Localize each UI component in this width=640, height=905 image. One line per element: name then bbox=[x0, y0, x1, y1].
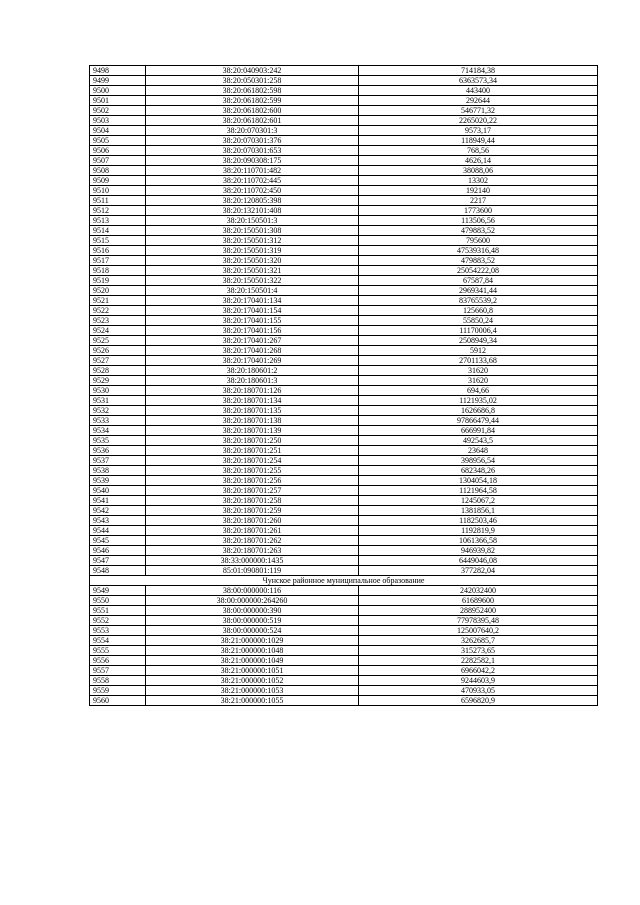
row-number: 9506 bbox=[90, 146, 146, 156]
table-row bbox=[90, 646, 598, 656]
cadastral-number: 38:20:180601:3 bbox=[146, 376, 359, 386]
cadastral-value: 946939,82 bbox=[359, 546, 598, 556]
row-number: 9559 bbox=[90, 686, 146, 696]
cadastral-number: 38:20:061802:599 bbox=[146, 96, 359, 106]
row-number: 9509 bbox=[90, 176, 146, 186]
cadastral-number: 38:00:000000:264260 bbox=[146, 596, 359, 606]
cadastral-number: 38:00:000000:519 bbox=[146, 616, 359, 626]
cadastral-number: 38:20:170401:155 bbox=[146, 316, 359, 326]
cadastral-value: 3262685,7 bbox=[359, 636, 598, 646]
cadastral-number: 38:20:180701:259 bbox=[146, 506, 359, 516]
cadastral-number: 38:33:000000:1435 bbox=[146, 556, 359, 566]
cadastral-number: 38:20:061802:598 bbox=[146, 86, 359, 96]
row-number: 9533 bbox=[90, 416, 146, 426]
cadastral-number: 38:20:110702:450 bbox=[146, 186, 359, 196]
data-table bbox=[89, 65, 598, 706]
cadastral-value: 23648 bbox=[359, 446, 598, 456]
table-row bbox=[90, 66, 598, 76]
row-number: 9529 bbox=[90, 376, 146, 386]
row-number: 9516 bbox=[90, 246, 146, 256]
table-row bbox=[90, 226, 598, 236]
table-row bbox=[90, 696, 598, 706]
row-number: 9537 bbox=[90, 456, 146, 466]
cadastral-value: 292644 bbox=[359, 96, 598, 106]
cadastral-number: 38:20:180701:135 bbox=[146, 406, 359, 416]
cadastral-number: 38:20:120805:398 bbox=[146, 196, 359, 206]
table-row bbox=[90, 296, 598, 306]
cadastral-value: 1121964,58 bbox=[359, 486, 598, 496]
cadastral-number: 38:20:180701:254 bbox=[146, 456, 359, 466]
table-row bbox=[90, 126, 598, 136]
table-row bbox=[90, 396, 598, 406]
cadastral-value: 192140 bbox=[359, 186, 598, 196]
cadastral-value: 2969341,44 bbox=[359, 286, 598, 296]
table-body bbox=[90, 66, 598, 706]
row-number: 9519 bbox=[90, 276, 146, 286]
cadastral-number: 38:20:180701:258 bbox=[146, 496, 359, 506]
cadastral-value: 47539316,48 bbox=[359, 246, 598, 256]
table-row bbox=[90, 466, 598, 476]
table-row bbox=[90, 86, 598, 96]
cadastral-number: 38:20:110701:482 bbox=[146, 166, 359, 176]
cadastral-value: 118949,44 bbox=[359, 136, 598, 146]
cadastral-value: 61689600 bbox=[359, 596, 598, 606]
cadastral-number: 38:20:070301:653 bbox=[146, 146, 359, 156]
cadastral-value: 67587,84 bbox=[359, 276, 598, 286]
table-row bbox=[90, 76, 598, 86]
cadastral-value: 694,66 bbox=[359, 386, 598, 396]
table-row bbox=[90, 256, 598, 266]
section-title: Чунское районное муниципальное образование bbox=[90, 576, 598, 586]
table-row bbox=[90, 456, 598, 466]
cadastral-value: 25054222,08 bbox=[359, 266, 598, 276]
table-row bbox=[90, 236, 598, 246]
row-number: 9503 bbox=[90, 116, 146, 126]
cadastral-value: 9573,17 bbox=[359, 126, 598, 136]
row-number: 9546 bbox=[90, 546, 146, 556]
row-number: 9532 bbox=[90, 406, 146, 416]
row-number: 9501 bbox=[90, 96, 146, 106]
row-number: 9551 bbox=[90, 606, 146, 616]
cadastral-value: 31620 bbox=[359, 376, 598, 386]
cadastral-value: 682348,26 bbox=[359, 466, 598, 476]
row-number: 9511 bbox=[90, 196, 146, 206]
cadastral-number: 38:21:000000:1055 bbox=[146, 696, 359, 706]
table-row bbox=[90, 346, 598, 356]
table-row bbox=[90, 436, 598, 446]
row-number: 9500 bbox=[90, 86, 146, 96]
cadastral-number: 38:21:000000:1029 bbox=[146, 636, 359, 646]
table-row bbox=[90, 596, 598, 606]
cadastral-value: 666991,84 bbox=[359, 426, 598, 436]
table-row bbox=[90, 356, 598, 366]
row-number: 9505 bbox=[90, 136, 146, 146]
row-number: 9558 bbox=[90, 676, 146, 686]
row-number: 9554 bbox=[90, 636, 146, 646]
table-row bbox=[90, 196, 598, 206]
table-row bbox=[90, 136, 598, 146]
cadastral-number: 38:00:000000:116 bbox=[146, 586, 359, 596]
cadastral-number: 38:20:180701:261 bbox=[146, 526, 359, 536]
cadastral-number: 38:20:150501:4 bbox=[146, 286, 359, 296]
cadastral-value: 768,56 bbox=[359, 146, 598, 156]
table-row bbox=[90, 156, 598, 166]
table-row bbox=[90, 166, 598, 176]
cadastral-value: 31620 bbox=[359, 366, 598, 376]
row-number: 9523 bbox=[90, 316, 146, 326]
cadastral-value: 2265020,22 bbox=[359, 116, 598, 126]
cadastral-number: 38:20:150501:322 bbox=[146, 276, 359, 286]
row-number: 9531 bbox=[90, 396, 146, 406]
cadastral-value: 1773600 bbox=[359, 206, 598, 216]
cadastral-number: 38:20:180701:260 bbox=[146, 516, 359, 526]
table-row bbox=[90, 96, 598, 106]
row-number: 9549 bbox=[90, 586, 146, 596]
cadastral-number: 38:21:000000:1051 bbox=[146, 666, 359, 676]
row-number: 9547 bbox=[90, 556, 146, 566]
row-number: 9528 bbox=[90, 366, 146, 376]
table-row bbox=[90, 566, 598, 576]
cadastral-number: 38:20:110702:445 bbox=[146, 176, 359, 186]
row-number: 9540 bbox=[90, 486, 146, 496]
table-row bbox=[90, 666, 598, 676]
cadastral-value: 479883,52 bbox=[359, 256, 598, 266]
cadastral-number: 38:20:180601:2 bbox=[146, 366, 359, 376]
row-number: 9510 bbox=[90, 186, 146, 196]
cadastral-value: 492543,5 bbox=[359, 436, 598, 446]
cadastral-value: 377282,04 bbox=[359, 566, 598, 576]
table-row bbox=[90, 366, 598, 376]
cadastral-number: 38:20:180701:134 bbox=[146, 396, 359, 406]
row-number: 9522 bbox=[90, 306, 146, 316]
row-number: 9502 bbox=[90, 106, 146, 116]
cadastral-value: 1121935,02 bbox=[359, 396, 598, 406]
cadastral-value: 9244603,9 bbox=[359, 676, 598, 686]
table-row bbox=[90, 496, 598, 506]
table-row bbox=[90, 286, 598, 296]
cadastral-number: 38:20:050301:258 bbox=[146, 76, 359, 86]
table-row bbox=[90, 506, 598, 516]
cadastral-number: 38:21:000000:1053 bbox=[146, 686, 359, 696]
table-row bbox=[90, 606, 598, 616]
row-number: 9521 bbox=[90, 296, 146, 306]
cadastral-value: 4626,14 bbox=[359, 156, 598, 166]
table-row bbox=[90, 516, 598, 526]
cadastral-number: 38:20:070301:3 bbox=[146, 126, 359, 136]
table-row bbox=[90, 216, 598, 226]
cadastral-number: 38:20:180701:263 bbox=[146, 546, 359, 556]
row-number: 9527 bbox=[90, 356, 146, 366]
row-number: 9535 bbox=[90, 436, 146, 446]
cadastral-number: 38:20:150501:312 bbox=[146, 236, 359, 246]
cadastral-value: 1626686,8 bbox=[359, 406, 598, 416]
row-number: 9543 bbox=[90, 516, 146, 526]
table-row bbox=[90, 536, 598, 546]
cadastral-value: 2217 bbox=[359, 196, 598, 206]
cadastral-number: 38:20:180701:126 bbox=[146, 386, 359, 396]
table-row bbox=[90, 626, 598, 636]
table-row bbox=[90, 386, 598, 396]
row-number: 9498 bbox=[90, 66, 146, 76]
row-number: 9518 bbox=[90, 266, 146, 276]
table-row bbox=[90, 686, 598, 696]
row-number: 9512 bbox=[90, 206, 146, 216]
table-row bbox=[90, 276, 598, 286]
cadastral-number: 38:20:170401:269 bbox=[146, 356, 359, 366]
cadastral-number: 38:21:000000:1048 bbox=[146, 646, 359, 656]
table-row bbox=[90, 336, 598, 346]
row-number: 9513 bbox=[90, 216, 146, 226]
table-row bbox=[90, 306, 598, 316]
row-number: 9517 bbox=[90, 256, 146, 266]
row-number: 9515 bbox=[90, 236, 146, 246]
cadastral-number: 38:20:040903:242 bbox=[146, 66, 359, 76]
row-number: 9539 bbox=[90, 476, 146, 486]
cadastral-value: 125660,8 bbox=[359, 306, 598, 316]
row-number: 9525 bbox=[90, 336, 146, 346]
cadastral-number: 38:20:150501:319 bbox=[146, 246, 359, 256]
table-row bbox=[90, 176, 598, 186]
cadastral-number: 38:20:180701:257 bbox=[146, 486, 359, 496]
cadastral-number: 38:21:000000:1049 bbox=[146, 656, 359, 666]
row-number: 9514 bbox=[90, 226, 146, 236]
cadastral-number: 38:20:061802:601 bbox=[146, 116, 359, 126]
cadastral-value: 113506,56 bbox=[359, 216, 598, 226]
row-number: 9555 bbox=[90, 646, 146, 656]
cadastral-number: 38:20:180701:256 bbox=[146, 476, 359, 486]
row-number: 9552 bbox=[90, 616, 146, 626]
cadastral-value: 546771,32 bbox=[359, 106, 598, 116]
cadastral-number: 38:20:061802:600 bbox=[146, 106, 359, 116]
cadastral-number: 38:20:150501:321 bbox=[146, 266, 359, 276]
table-row bbox=[90, 206, 598, 216]
row-number: 9536 bbox=[90, 446, 146, 456]
cadastral-value: 97866479,44 bbox=[359, 416, 598, 426]
cadastral-number: 38:20:070301:376 bbox=[146, 136, 359, 146]
cadastral-number: 38:20:170401:134 bbox=[146, 296, 359, 306]
row-number: 9550 bbox=[90, 596, 146, 606]
cadastral-value: 1245067,2 bbox=[359, 496, 598, 506]
table-row bbox=[90, 636, 598, 646]
table-row bbox=[90, 446, 598, 456]
table-row bbox=[90, 616, 598, 626]
cadastral-value: 2508949,34 bbox=[359, 336, 598, 346]
cadastral-value: 6596820,9 bbox=[359, 696, 598, 706]
cadastral-value: 5912 bbox=[359, 346, 598, 356]
cadastral-number: 38:20:170401:156 bbox=[146, 326, 359, 336]
cadastral-value: 2282582,1 bbox=[359, 656, 598, 666]
cadastral-number: 38:20:180701:139 bbox=[146, 426, 359, 436]
table-row bbox=[90, 476, 598, 486]
cadastral-number: 38:20:180701:262 bbox=[146, 536, 359, 546]
table-row bbox=[90, 526, 598, 536]
row-number: 9534 bbox=[90, 426, 146, 436]
cadastral-number: 38:20:150501:320 bbox=[146, 256, 359, 266]
table-row bbox=[90, 656, 598, 666]
row-number: 9556 bbox=[90, 656, 146, 666]
cadastral-number: 38:20:170401:154 bbox=[146, 306, 359, 316]
cadastral-value: 13302 bbox=[359, 176, 598, 186]
cadastral-number: 38:20:180701:138 bbox=[146, 416, 359, 426]
row-number: 9499 bbox=[90, 76, 146, 86]
table-row bbox=[90, 486, 598, 496]
table-row bbox=[90, 416, 598, 426]
cadastral-number: 38:20:150501:3 bbox=[146, 216, 359, 226]
table-row bbox=[90, 676, 598, 686]
cadastral-number: 38:00:000000:390 bbox=[146, 606, 359, 616]
table-row bbox=[90, 186, 598, 196]
cadastral-value: 315273,65 bbox=[359, 646, 598, 656]
cadastral-value: 242032400 bbox=[359, 586, 598, 596]
cadastral-value: 125007640,2 bbox=[359, 626, 598, 636]
cadastral-number: 38:20:132101:408 bbox=[146, 206, 359, 216]
table-row bbox=[90, 146, 598, 156]
cadastral-value: 77978395,48 bbox=[359, 616, 598, 626]
row-number: 9553 bbox=[90, 626, 146, 636]
row-number: 9544 bbox=[90, 526, 146, 536]
row-number: 9545 bbox=[90, 536, 146, 546]
cadastral-value: 470933,05 bbox=[359, 686, 598, 696]
cadastral-value: 83765539,2 bbox=[359, 296, 598, 306]
cadastral-value: 6363573,34 bbox=[359, 76, 598, 86]
cadastral-value: 714184,38 bbox=[359, 66, 598, 76]
row-number: 9557 bbox=[90, 666, 146, 676]
table-row bbox=[90, 316, 598, 326]
row-number: 9507 bbox=[90, 156, 146, 166]
table-row bbox=[90, 106, 598, 116]
cadastral-value: 2701133,68 bbox=[359, 356, 598, 366]
table-row bbox=[90, 376, 598, 386]
cadastral-value: 6966042,2 bbox=[359, 666, 598, 676]
table-row bbox=[90, 586, 598, 596]
table-row bbox=[90, 266, 598, 276]
table-row bbox=[90, 246, 598, 256]
cadastral-number: 38:20:180701:250 bbox=[146, 436, 359, 446]
cadastral-value: 398956,54 bbox=[359, 456, 598, 466]
cadastral-value: 288952400 bbox=[359, 606, 598, 616]
cadastral-number: 38:21:000000:1052 bbox=[146, 676, 359, 686]
table-row bbox=[90, 406, 598, 416]
row-number: 9560 bbox=[90, 696, 146, 706]
table-row bbox=[90, 116, 598, 126]
row-number: 9524 bbox=[90, 326, 146, 336]
cadastral-value: 1192819,9 bbox=[359, 526, 598, 536]
table-row bbox=[90, 326, 598, 336]
cadastral-value: 11170006,4 bbox=[359, 326, 598, 336]
cadastral-number: 38:20:150501:308 bbox=[146, 226, 359, 236]
cadastral-value: 1304054,18 bbox=[359, 476, 598, 486]
row-number: 9508 bbox=[90, 166, 146, 176]
cadastral-number: 85:01:090801:119 bbox=[146, 566, 359, 576]
table-row bbox=[90, 426, 598, 436]
cadastral-value: 38088,06 bbox=[359, 166, 598, 176]
cadastral-number: 38:20:180701:251 bbox=[146, 446, 359, 456]
cadastral-value: 795600 bbox=[359, 236, 598, 246]
cadastral-number: 38:20:090308:175 bbox=[146, 156, 359, 166]
section-header-row bbox=[90, 576, 598, 586]
cadastral-value: 443400 bbox=[359, 86, 598, 96]
cadastral-value: 479883,52 bbox=[359, 226, 598, 236]
cadastral-value: 55850,24 bbox=[359, 316, 598, 326]
row-number: 9542 bbox=[90, 506, 146, 516]
row-number: 9530 bbox=[90, 386, 146, 396]
row-number: 9541 bbox=[90, 496, 146, 506]
cadastral-value: 1381856,1 bbox=[359, 506, 598, 516]
row-number: 9504 bbox=[90, 126, 146, 136]
cadastral-value: 6449046,08 bbox=[359, 556, 598, 566]
row-number: 9520 bbox=[90, 286, 146, 296]
cadastral-value: 1182503,46 bbox=[359, 516, 598, 526]
cadastral-number: 38:20:180701:255 bbox=[146, 466, 359, 476]
row-number: 9538 bbox=[90, 466, 146, 476]
row-number: 9526 bbox=[90, 346, 146, 356]
cadastral-value: 1061366,58 bbox=[359, 536, 598, 546]
row-number: 9548 bbox=[90, 566, 146, 576]
cadastral-number: 38:20:170401:267 bbox=[146, 336, 359, 346]
cadastral-number: 38:20:170401:268 bbox=[146, 346, 359, 356]
cadastral-number: 38:00:000000:524 bbox=[146, 626, 359, 636]
table-row bbox=[90, 546, 598, 556]
table-row bbox=[90, 556, 598, 566]
